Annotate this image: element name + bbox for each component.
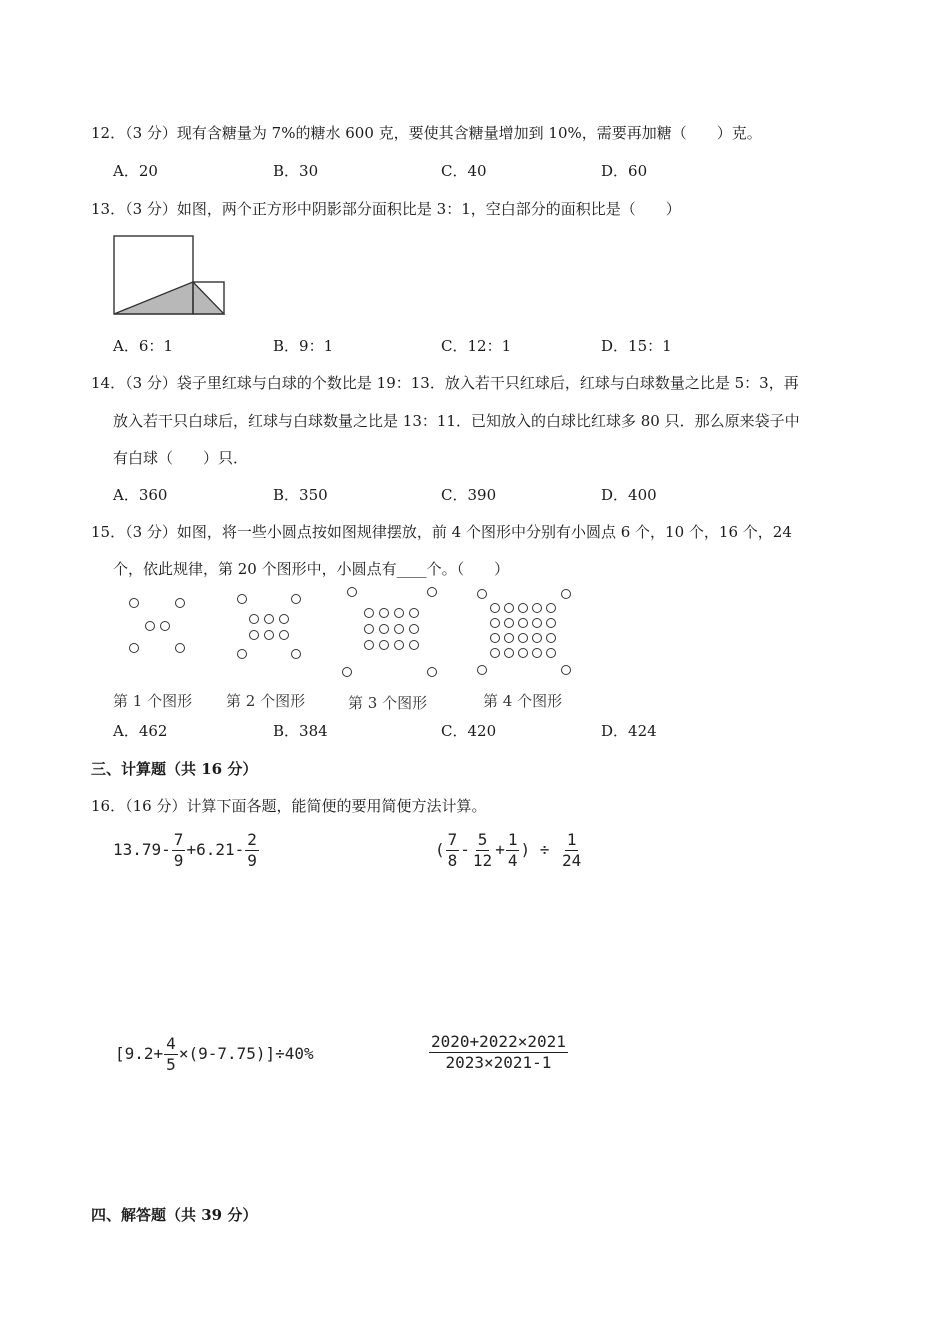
dot: [546, 618, 556, 628]
dot: [561, 589, 571, 599]
shaded-triangle: [114, 282, 224, 314]
dot: [342, 667, 352, 677]
q15-stem-line2: 个，依此规律，第 20 个图形中，小圆点有____个。（ ）: [113, 560, 510, 578]
dot: [237, 594, 247, 604]
dot: [279, 630, 289, 640]
dot: [175, 598, 185, 608]
dot: [490, 618, 500, 628]
dot: [394, 608, 404, 618]
expression-1: 13.79- $\frac{7}{9}$ +6.21- $\frac{2}{9}$: [113, 830, 257, 870]
section-3-title: 三、计算题（共 16 分）: [91, 760, 258, 778]
dot: [129, 643, 139, 653]
dot: [532, 618, 542, 628]
dot: [504, 648, 514, 658]
q12-option-b[interactable]: B．30: [273, 162, 319, 180]
dot-pattern-figure: [110, 585, 580, 690]
dot: [264, 630, 274, 640]
dot: [546, 603, 556, 613]
section-4-title: 四、解答题（共 39 分）: [91, 1206, 258, 1224]
dot: [504, 633, 514, 643]
q15-option-c[interactable]: C．420: [441, 722, 497, 740]
q14-option-b[interactable]: B．350: [273, 486, 328, 504]
dot: [364, 640, 374, 650]
figure-label-3: 第 3 个图形: [348, 694, 428, 712]
dot: [490, 603, 500, 613]
expression-3: [9.2+ $\frac{4}{5}$ ×(9-7.75)]÷40%: [115, 1034, 314, 1074]
dot: [427, 667, 437, 677]
q13-stem: 13．（3 分）如图，两个正方形中阴影部分面积比是 3：1，空白部分的面积比是（ ）: [91, 200, 681, 218]
q14-stem-line3: 有白球（ ）只．: [113, 449, 249, 467]
q14-option-d[interactable]: D．400: [601, 486, 657, 504]
dot: [237, 649, 247, 659]
dot: [379, 640, 389, 650]
q14-option-c[interactable]: C．390: [441, 486, 497, 504]
dot: [427, 587, 437, 597]
dot: [532, 648, 542, 658]
dot: [394, 640, 404, 650]
dot: [291, 594, 301, 604]
dot: [291, 649, 301, 659]
dot: [477, 665, 487, 675]
dot: [379, 624, 389, 634]
q14-stem-line1: 14．（3 分）袋子里红球与白球的个数比是 19：13．放入若干只红球后，红球与白球数量之比是 5：3，再: [91, 374, 799, 392]
dot: [532, 603, 542, 613]
q12-option-c[interactable]: C．40: [441, 162, 487, 180]
dot: [160, 621, 170, 631]
q15-stem-line1: 15．（3 分）如图，将一些小圆点按如图规律摆放，前 4 个图形中分别有小圆点 6 个，10 个，16 个，24: [91, 523, 792, 541]
dot: [409, 624, 419, 634]
dot: [249, 614, 259, 624]
dot: [518, 633, 528, 643]
dot: [546, 648, 556, 658]
figure-label-4: 第 4 个图形: [483, 692, 563, 710]
dot: [379, 608, 389, 618]
figure-label-1: 第 1 个图形: [113, 692, 193, 710]
dot: [364, 608, 374, 618]
q13-option-a[interactable]: A．6：1: [113, 337, 173, 355]
expression-2: ( $\frac{7}{8}$ - $\frac{5}{12}$ + $\frac{1}{4}$ ) ÷ $\frac{1}{24}$: [435, 830, 582, 870]
q13-option-d[interactable]: D．15：1: [601, 337, 672, 355]
q15-option-d[interactable]: D．424: [601, 722, 657, 740]
dot: [145, 621, 155, 631]
dot: [532, 633, 542, 643]
figure-label-2: 第 2 个图形: [226, 692, 306, 710]
dot: [518, 618, 528, 628]
dot: [364, 624, 374, 634]
q16-stem: 16．（16 分）计算下面各题，能简便的要用简便方法计算。: [91, 797, 487, 815]
dot: [561, 665, 571, 675]
dot: [279, 614, 289, 624]
q12-option-d[interactable]: D．60: [601, 162, 648, 180]
dot: [175, 643, 185, 653]
dot: [518, 603, 528, 613]
q12-stem: 12．（3 分）现有含糖量为 7%的糖水 600 克，要使其含糖量增加到 10%，需要再加糖（ ）克。: [91, 124, 762, 142]
dot: [129, 598, 139, 608]
expression-4: $\frac{2020+2022\times 2021}{2023\times 2021-1}$: [431, 1032, 566, 1072]
q13-option-b[interactable]: B．9：1: [273, 337, 334, 355]
dot: [409, 640, 419, 650]
q14-stem-line2: 放入若干只白球后，红球与白球数量之比是 13：11．已知放入的白球比红球多 80 只．那么原来袋子中: [113, 412, 800, 430]
dot: [347, 587, 357, 597]
dot: [264, 614, 274, 624]
dot: [546, 633, 556, 643]
dot: [394, 624, 404, 634]
dot: [518, 648, 528, 658]
q12-option-a[interactable]: A．20: [113, 162, 158, 180]
squares-figure: [112, 234, 228, 318]
dot: [477, 589, 487, 599]
dot: [504, 603, 514, 613]
q15-option-a[interactable]: A．462: [113, 722, 168, 740]
dot: [249, 630, 259, 640]
dot: [409, 608, 419, 618]
dot: [490, 648, 500, 658]
dot: [504, 618, 514, 628]
q13-option-c[interactable]: C．12：1: [441, 337, 512, 355]
q14-option-a[interactable]: A．360: [113, 486, 168, 504]
q15-option-b[interactable]: B．384: [273, 722, 328, 740]
dot: [490, 633, 500, 643]
